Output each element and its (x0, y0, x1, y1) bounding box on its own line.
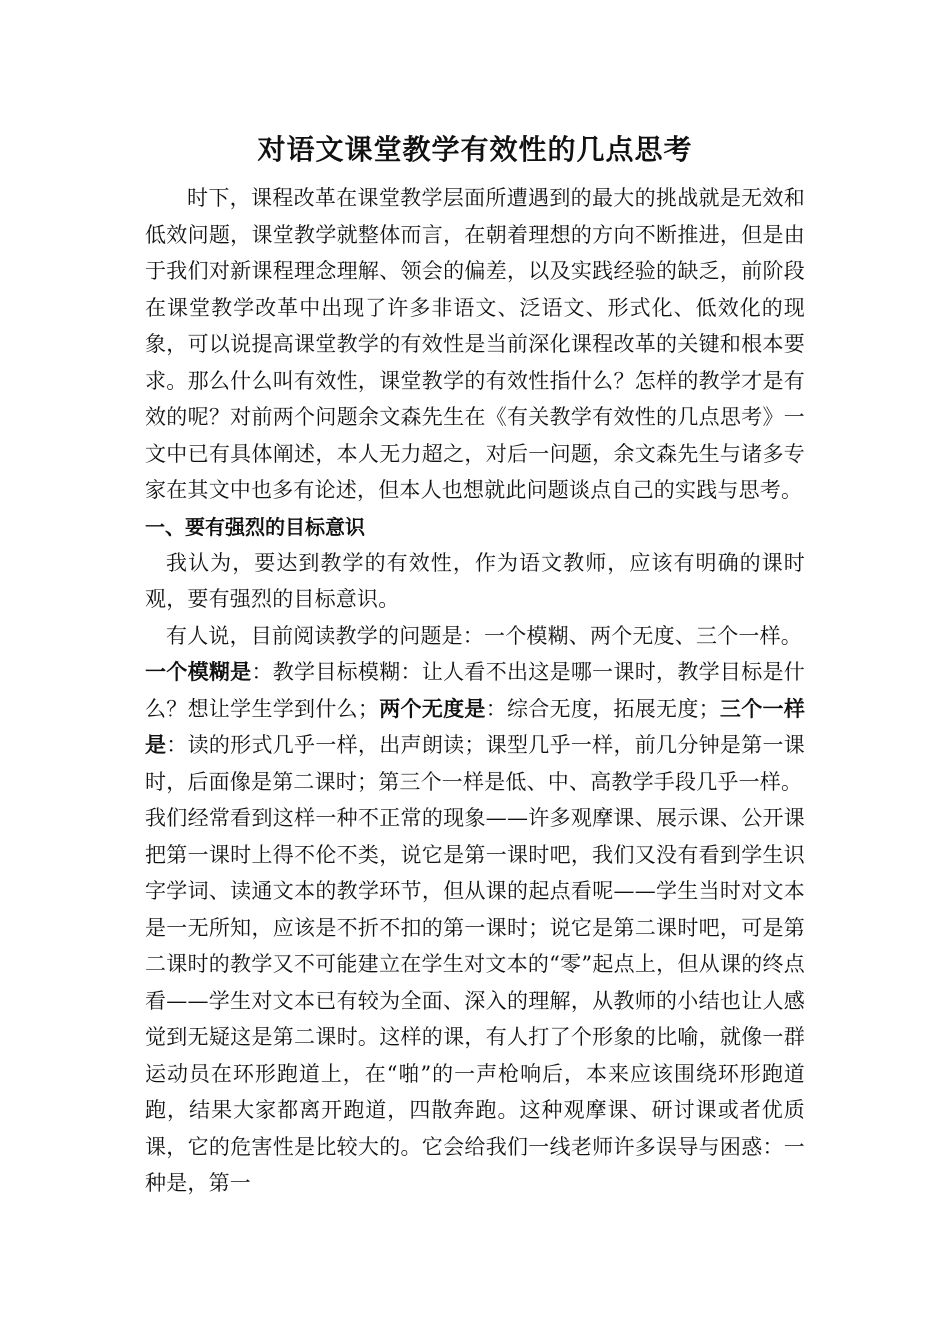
bold-term-3: 三个一样是 (145, 695, 806, 757)
intro-paragraph: 时下，课程改革在课堂教学层面所遭遇到的最大的挑战就是无效和低效问题，课堂教学就整体而言，在朝着理想的方向不断推进，但是由于我们对新课程理念理解、领会的偏差，以及实践经验的缺乏，前阶段在课堂教学改革中出现了许多非语文、泛语文、形式化、低效化的现象，可以说提高课堂教学的有效性是当前深化课程改革的关键和根本要求。那么什么叫有效性，课堂教学的有效性指什么？怎样的教学才是有效的呢？对前两个问题余文森先生在《有关教学有效性的几点思考》一文中已有具体阐述，本人无力超之，对后一问题，余文森先生与诸多专家在其文中也多有论述，但本人也想就此问题谈点自己的实践与思考。 (145, 186, 805, 502)
section-heading-1: 一、要有强烈的目标意识 (145, 514, 365, 539)
paragraph-3 (145, 654, 805, 800)
document-title: 对语文课堂教学有效性的几点思考 (257, 133, 693, 166)
paragraph-1: 我认为，要达到教学的有效性，作为语文教师，应该有明确的课时观，要有强烈的目标意识。 (145, 550, 805, 611)
document-page (145, 128, 805, 1202)
paragraph-4: 我们经常看到这样一种不正常的现象——许多观摩课、展示课、公开课把第一课时上得不伦不类，说它是第一课时吧，我们又没有看到学生识字学词、读通文本的教学环节，但从课的起点看呢——学生当时对文本是一无所知，应该是不折不扣的第一课时；说它是第二课时吧，可是第二课时的教学又不可能建立在学生对文本的“零”起点上，但从课的终点看——学生对文本已有较为全面、深入的理解，从教师的小结也让人感觉到无疑这是第二课时。这样的课，有人打了个形象的比喻，就像一群运动员在环形跑道上，在“啪”的一声枪响后，本来应该围绕环形跑道跑，结果大家都离开跑道，四散奔跑。这种观摩课、研讨课或者优质课，它的危害性是比较大的。它会给我们一线老师许多误导与困惑：一种是，第一 (145, 806, 805, 1195)
paragraph-3-text-2: ：综合无度，拓展无度； (485, 696, 720, 721)
bold-term-2: 两个无度是 (379, 695, 486, 721)
bold-term-1: 一个模糊是 (145, 659, 252, 684)
paragraph-3-text-1: ：教学目标模糊：让人看不出这是哪一课时，教学目标是什么？想让学生学到什么； (145, 660, 805, 721)
paragraph-3-text-3: ：读的形式几乎一样，出声朗读；课型几乎一样，前几分钟是第一课时，后面像是第二课时；第三个一样是低、中、高教学手段几乎一样。 (145, 733, 805, 794)
paragraph-2: 有人说，目前阅读教学的问题是：一个模糊、两个无度、三个一样。 (166, 623, 802, 648)
